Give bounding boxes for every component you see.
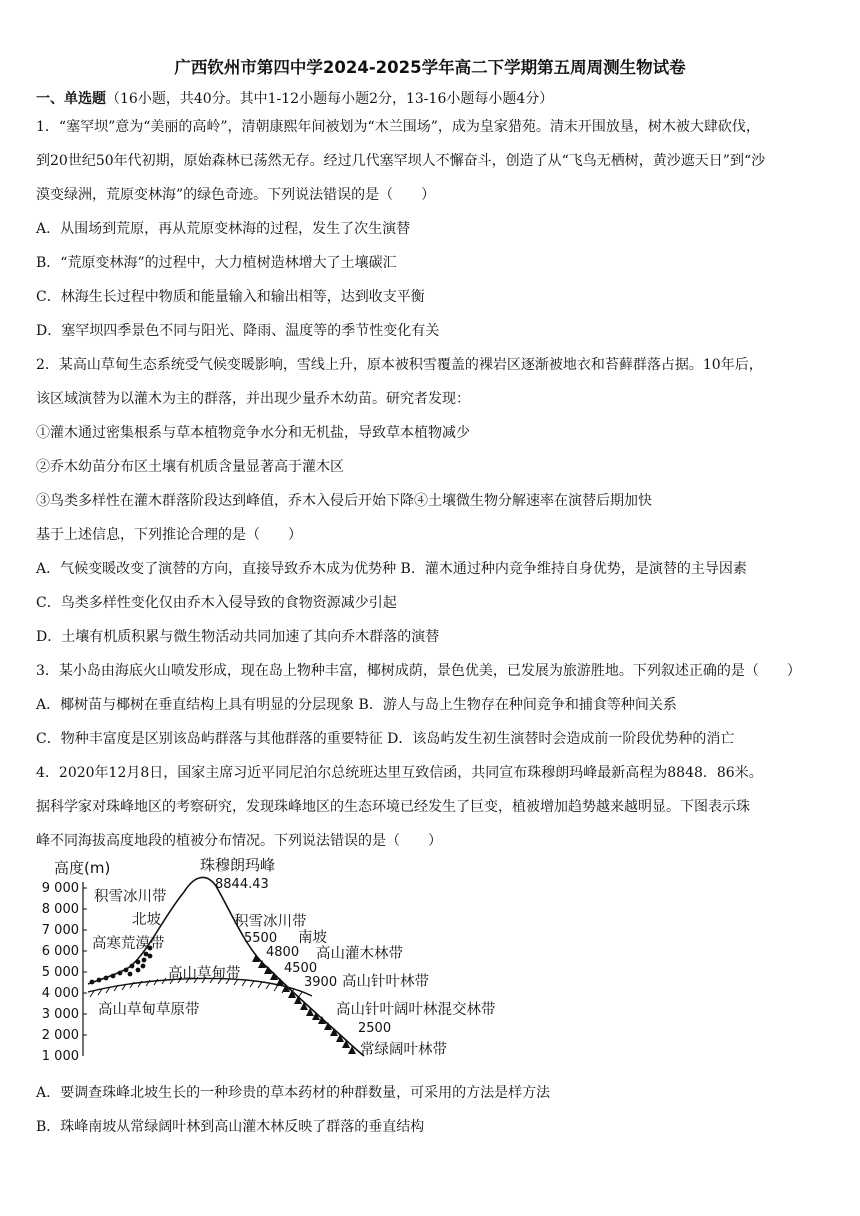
north-zone-alpine-meadow: 高山草甸带 [168,966,241,982]
peak-height: 8844.43 [215,877,269,892]
y-tick-2000: 2 000 [41,1028,79,1043]
q4-stem-line-3: 峰不同海拔高度地段的植被分布情况。下列说法错误的是（ ） [36,833,442,849]
y-tick-5000: 5 000 [41,965,79,980]
south-zone-snow-glacier: 积雪冰川带 [234,914,307,930]
south-zone-alpine-shrub: 高山灌木林带 [316,946,403,962]
altitude-4500: 4500 [284,961,318,976]
q4-stem-line-2: 据科学家对珠峰地区的考察研究，发现珠峰地区的生态环境已经发生了巨变，植被增加趋势越来越明显。下图表示珠 [36,799,750,815]
q1-option-a: A．从围场到荒原，再从荒原变林海的过程，发生了次生演替 [36,221,411,237]
section-header [36,90,553,108]
q2-stem-line-2: 该区域演替为以灌木为主的群落，并出现少量乔木幼苗。研究者发现： [36,391,470,407]
q3-option-a-b: A．椰树苗与椰树在垂直结构上具有明显的分层现象 B．游人与岛上生物存在种间竞争和捕食等种间关系 [36,697,677,713]
south-zone-evergreen-broadleaf: 常绿阔叶林带 [360,1042,447,1058]
q2-finding-1: ①灌木通过密集根系与草本植物竞争水分和无机盐，导致草本植物减少 [36,425,470,441]
q2-option-d: D．土壤有机质积累与微生物活动共同加速了其向乔木群落的演替 [36,629,440,645]
north-zone-snow-glacier: 积雪冰川带 [94,889,167,905]
q1-stem-line-1: 1．“塞罕坝”意为“美丽的高岭”，清朝康熙年间被划为“木兰围场”，成为皇家猎苑。清末开围放垦，树木被大肆砍伐， [36,119,760,135]
q3-option-c-d: C．物种丰富度是区别该岛屿群落与其他群落的重要特征 D．该岛屿发生初生演替时会造成前一阶段优势种的消亡 [36,731,735,747]
q2-question: 基于上述信息，下列推论合理的是（ ） [36,527,302,543]
altitude-5500: 5500 [244,931,278,946]
q4-option-a: A．要调查珠峰北坡生长的一种珍贵的草本药材的种群数量，可采用的方法是样方法 [36,1085,551,1101]
south-zone-mixed-forest: 高山针叶阔叶林混交林带 [336,1002,496,1018]
y-tick-6000: 6 000 [41,944,79,959]
y-tick-1000: 1 000 [41,1049,79,1064]
q2-finding-2: ②乔木幼苗分布区土壤有机质含量显著高于灌木区 [36,459,344,475]
altitude-3900: 3900 [304,975,338,990]
y-tick-3000: 3 000 [41,1007,79,1022]
north-zone-cold-desert: 高寒荒漠带 [92,936,165,952]
q3-stem: 3．某小岛由海底火山喷发形成，现在岛上物种丰富，椰树成荫，景色优美，已发展为旅游胜地。下列叙述正确的是（ ） [36,663,801,679]
page-title: 广西钦州市第四中学2024-2025学年高二下学期第五周周测生物试卷 [174,58,686,77]
altitude-2500: 2500 [358,1021,392,1036]
q1-stem-line-3: 漠变绿洲，荒原变林海”的绿色奇迹。下列说法错误的是（ ） [36,187,436,203]
q2-option-a-b: A．气候变暖改变了演替的方向，直接导致乔木成为优势种 B．灌木通过种内竞争维持自身优势，是演替的主导因素 [36,561,747,577]
q4-option-b: B．珠峰南坡从常绿阔叶林到高山灌木林反映了群落的垂直结构 [36,1119,425,1135]
north-zone-meadow-steppe: 高山草甸草原带 [98,1002,200,1018]
y-tick-8000: 8 000 [41,902,79,917]
north-slope-label: 北坡 [132,912,161,928]
section-note: （16小题，共40分。其中1-12小题每小题2分，13-16小题每小题4分） [106,91,554,107]
y-tick-4000: 4 000 [41,986,79,1001]
q4-stem-line-1: 4．2020年12月8日，国家主席习近平同尼泊尔总统班达里互致信函，共同宣布珠穆朗玛峰最新高程为8848．86米。 [36,765,763,781]
q2-option-c: C．鸟类多样性变化仅由乔木入侵导致的食物资源减少引起 [36,595,397,611]
everest-vegetation-diagram [36,856,536,1070]
south-zone-coniferous: 高山针叶林带 [342,974,429,990]
y-tick-7000: 7 000 [41,923,79,938]
altitude-4800: 4800 [266,945,300,960]
q1-option-c: C．林海生长过程中物质和能量输入和输出相等，达到收支平衡 [36,289,425,305]
peak-name: 珠穆朗玛峰 [200,856,276,874]
y-tick-9000: 9 000 [41,881,79,896]
q2-stem-line-1: 2．某高山草甸生态系统受气候变暖影响，雪线上升，原本被积雪覆盖的裸岩区逐渐被地衣和苔藓群落占据。10年后， [36,357,763,373]
y-axis-title: 高度(m) [54,859,111,877]
q1-option-b: B．“荒原变林海”的过程中，大力植树造林增大了土壤碳汇 [36,255,397,271]
q1-option-d: D．塞罕坝四季景色不同与阳光、降雨、温度等的季节性变化有关 [36,323,440,339]
south-slope-label: 南坡 [298,930,327,946]
section-heading: 一、单选题 [36,91,106,107]
q1-stem-line-2: 到20世纪50年代初期，原始森林已荡然无存。经过几代塞罕坝人不懈奋斗，创造了从“飞鸟无栖树，黄沙遮天日”到“沙 [36,153,766,169]
q2-finding-3-4: ③鸟类多样性在灌木群落阶段达到峰值，乔木入侵后开始下降④土壤微生物分解速率在演替后期加快 [36,493,652,509]
